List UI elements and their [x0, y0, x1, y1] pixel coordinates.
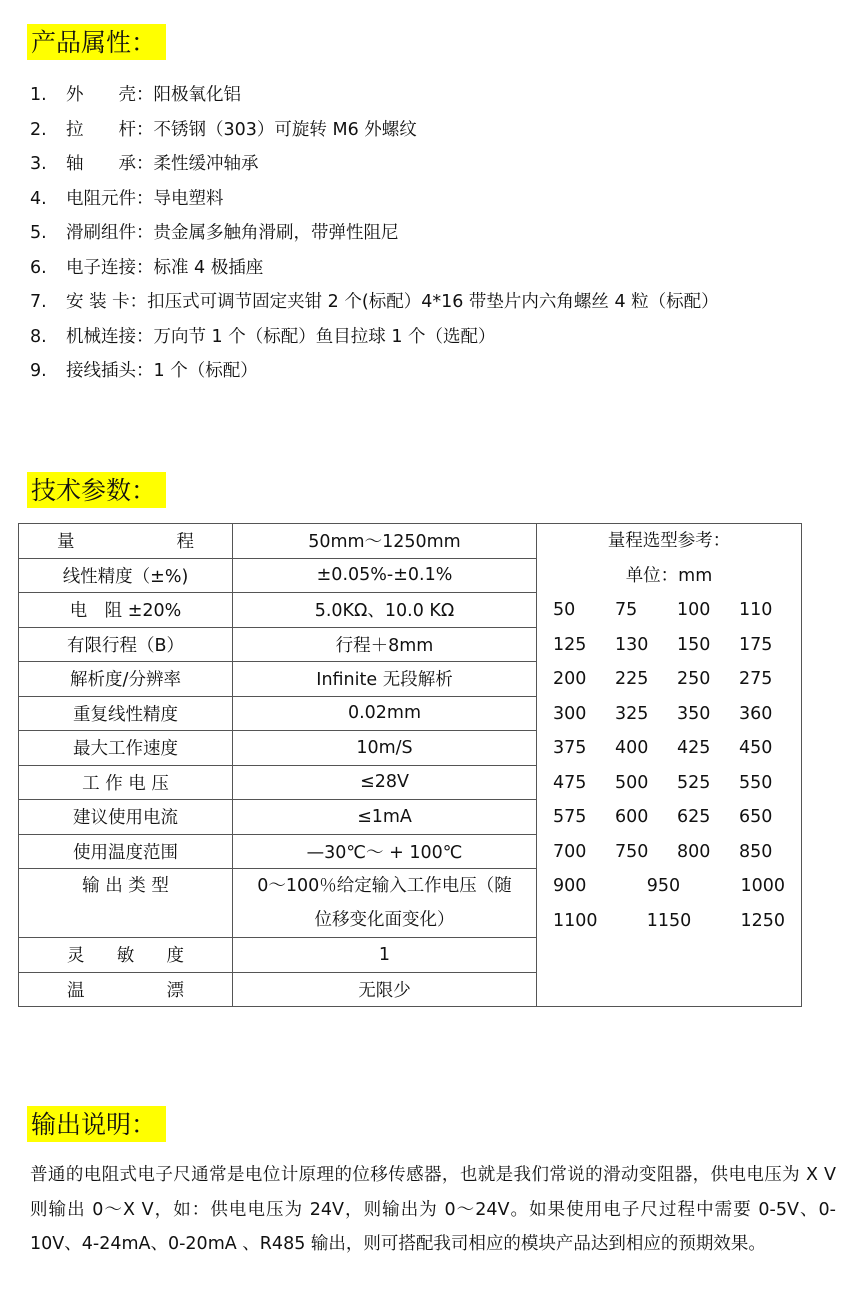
- param-label-range: 量 程: [19, 524, 233, 559]
- list-item: [30, 113, 830, 148]
- reference-value: 150: [676, 634, 711, 655]
- reference-value: 750: [614, 841, 649, 862]
- reference-value: 175: [738, 634, 773, 655]
- param-value-resolution: Infinite 无段解析: [233, 662, 537, 697]
- list-item-number: 9.: [30, 361, 47, 381]
- param-value-range: 50mm～1250mm: [233, 524, 537, 559]
- param-label-speed: 最大工作速度: [19, 731, 233, 766]
- reference-value: 110: [738, 600, 773, 620]
- param-label-repeat: 重复线性精度: [19, 696, 233, 731]
- reference-value: 1250: [740, 910, 785, 931]
- reference-value: 500: [614, 772, 649, 793]
- reference-value: 425: [676, 738, 711, 758]
- reference-value: 1150: [646, 910, 692, 931]
- list-item: [30, 182, 830, 217]
- reference-value: 900: [552, 876, 587, 896]
- reference-value: 850: [738, 841, 773, 862]
- param-label-sensitivity: 灵 敏 度: [19, 938, 233, 973]
- reference-row: [537, 766, 801, 801]
- list-item-text: 拉 杆：不锈钢（303）可旋转 M6 外螺纹: [66, 119, 417, 140]
- list-item-number: 8.: [30, 326, 47, 347]
- reference-row: [537, 731, 801, 766]
- param-label-current: 建议使用电流: [19, 800, 233, 835]
- list-item: [30, 78, 830, 113]
- reference-value: 575: [552, 807, 587, 827]
- param-label-resistance: 电 阻 ±20%: [19, 593, 233, 628]
- reference-row: [537, 628, 801, 663]
- list-item: [30, 354, 830, 389]
- reference-value: 200: [552, 669, 587, 689]
- reference-value: 950: [646, 876, 681, 896]
- reference-row: [537, 697, 801, 732]
- param-value-temp: —30℃～ + 100℃: [233, 834, 537, 869]
- param-value-current: ≤1mA: [233, 800, 537, 835]
- reference-row: [537, 835, 801, 870]
- reference-value: 250: [676, 669, 711, 689]
- range-reference-panel: [536, 524, 801, 1007]
- reference-title: 量程选型参考：: [607, 531, 731, 551]
- output-heading: 输出说明：: [27, 1106, 166, 1142]
- reference-value: 550: [738, 772, 773, 793]
- list-item-text: 轴 承：柔性缓冲轴承: [66, 154, 259, 174]
- list-item-number: 5.: [30, 223, 47, 243]
- reference-value: 130: [614, 634, 649, 655]
- reference-grid: [537, 593, 801, 938]
- reference-value: 475: [552, 772, 587, 793]
- param-label-drift: 温 漂: [19, 972, 233, 1007]
- reference-value: 300: [552, 703, 587, 724]
- param-value-output: 0～100％给定输入工作电压（随 位移变化面变化）: [233, 869, 537, 938]
- list-item: [30, 251, 830, 286]
- param-label-voltage: 工 作 电 压: [19, 765, 233, 800]
- reference-value: 350: [676, 703, 711, 724]
- reference-value: 275: [738, 669, 773, 689]
- list-item: [30, 216, 830, 251]
- param-label-linearity: 线性精度（±%): [19, 558, 233, 593]
- param-label-stroke: 有限行程（B）: [19, 627, 233, 662]
- list-item-text: 接线插头：1 个（标配）: [66, 361, 258, 381]
- param-value-voltage: ≤28V: [233, 765, 537, 800]
- reference-value: 525: [676, 772, 711, 793]
- table-row: [19, 524, 802, 559]
- reference-value: 625: [676, 807, 711, 827]
- list-item-text: 滑刷组件：贵金属多触角滑刷，带弹性阻尼: [66, 223, 399, 243]
- reference-row: [537, 800, 801, 835]
- param-value-repeat: 0.02mm: [233, 696, 537, 731]
- reference-value: 50: [552, 600, 576, 620]
- attributes-heading: 产品属性：: [27, 24, 166, 60]
- attributes-list: [30, 78, 830, 389]
- list-item-text: 安 装 卡：扣压式可调节固定夹钳 2 个(标配）4*16 带垫片内六角螺丝 4 粒（标配）: [66, 292, 719, 312]
- reference-value: 75: [614, 600, 638, 620]
- param-label-temp: 使用温度范围: [19, 834, 233, 869]
- param-value-linearity: ±0.05%-±0.1%: [233, 558, 537, 593]
- reference-value: 650: [738, 807, 773, 827]
- param-value-drift: 无限少: [233, 972, 537, 1007]
- params-table: [18, 523, 802, 1007]
- list-item-number: 4.: [30, 188, 47, 209]
- param-value-sensitivity: 1: [233, 938, 537, 973]
- reference-row: [537, 593, 801, 628]
- reference-row: [537, 662, 801, 697]
- reference-value: 125: [552, 634, 587, 655]
- reference-row: [537, 904, 801, 939]
- list-item-text: 外 壳：阳极氧化铝: [66, 85, 241, 105]
- reference-value: 100: [676, 600, 711, 620]
- list-item-number: 2.: [30, 119, 47, 140]
- reference-value: 800: [676, 841, 711, 862]
- list-item-number: 3.: [30, 154, 47, 174]
- param-label-resolution: 解析度/分辨率: [19, 662, 233, 697]
- list-item-number: 7.: [30, 292, 47, 312]
- param-value-speed: 10m/S: [233, 731, 537, 766]
- list-item-number: 6.: [30, 257, 47, 278]
- reference-value: 225: [614, 669, 649, 689]
- list-item-text: 电子连接：标准 4 极插座: [66, 257, 264, 278]
- list-item: [30, 320, 830, 355]
- reference-row: [537, 869, 801, 904]
- param-value-resistance: 5.0KΩ、10.0 KΩ: [233, 593, 537, 628]
- list-item: [30, 285, 830, 320]
- param-value-stroke: 行程＋8mm: [233, 627, 537, 662]
- reference-value: 360: [738, 703, 773, 724]
- reference-value: 450: [738, 738, 773, 758]
- param-label-output: 输 出 类 型: [19, 869, 233, 938]
- list-item-text: 机械连接：万向节 1 个（标配）鱼目拉球 1 个（选配）: [66, 326, 496, 347]
- reference-value: 400: [614, 738, 649, 758]
- reference-value: 1000: [740, 876, 785, 896]
- reference-value: 325: [614, 703, 649, 724]
- output-description: 普通的电阻式电子尺通常是电位计原理的位移传感器，也就是我们常说的滑动变阻器，供电电压为 X V 则输出 0～X V，如：供电电压为 24V，则输出为 0～24V。如果使用电子尺过程中需要 0-5V、0-10V、4-24mA、0-20mA 、R485 输出，则可搭配我司相应的模块产品达到相应的预期效果。: [30, 1165, 836, 1254]
- list-item-text: 电阻元件：导电塑料: [66, 188, 224, 209]
- reference-value: 1100: [552, 910, 598, 931]
- list-item-number: 1.: [30, 85, 47, 105]
- reference-value: 700: [552, 841, 587, 862]
- params-heading: 技术参数：: [27, 472, 166, 508]
- list-item: [30, 147, 830, 182]
- reference-unit: 单位：mm: [625, 565, 713, 586]
- reference-value: 600: [614, 807, 649, 827]
- reference-value: 375: [552, 738, 587, 758]
